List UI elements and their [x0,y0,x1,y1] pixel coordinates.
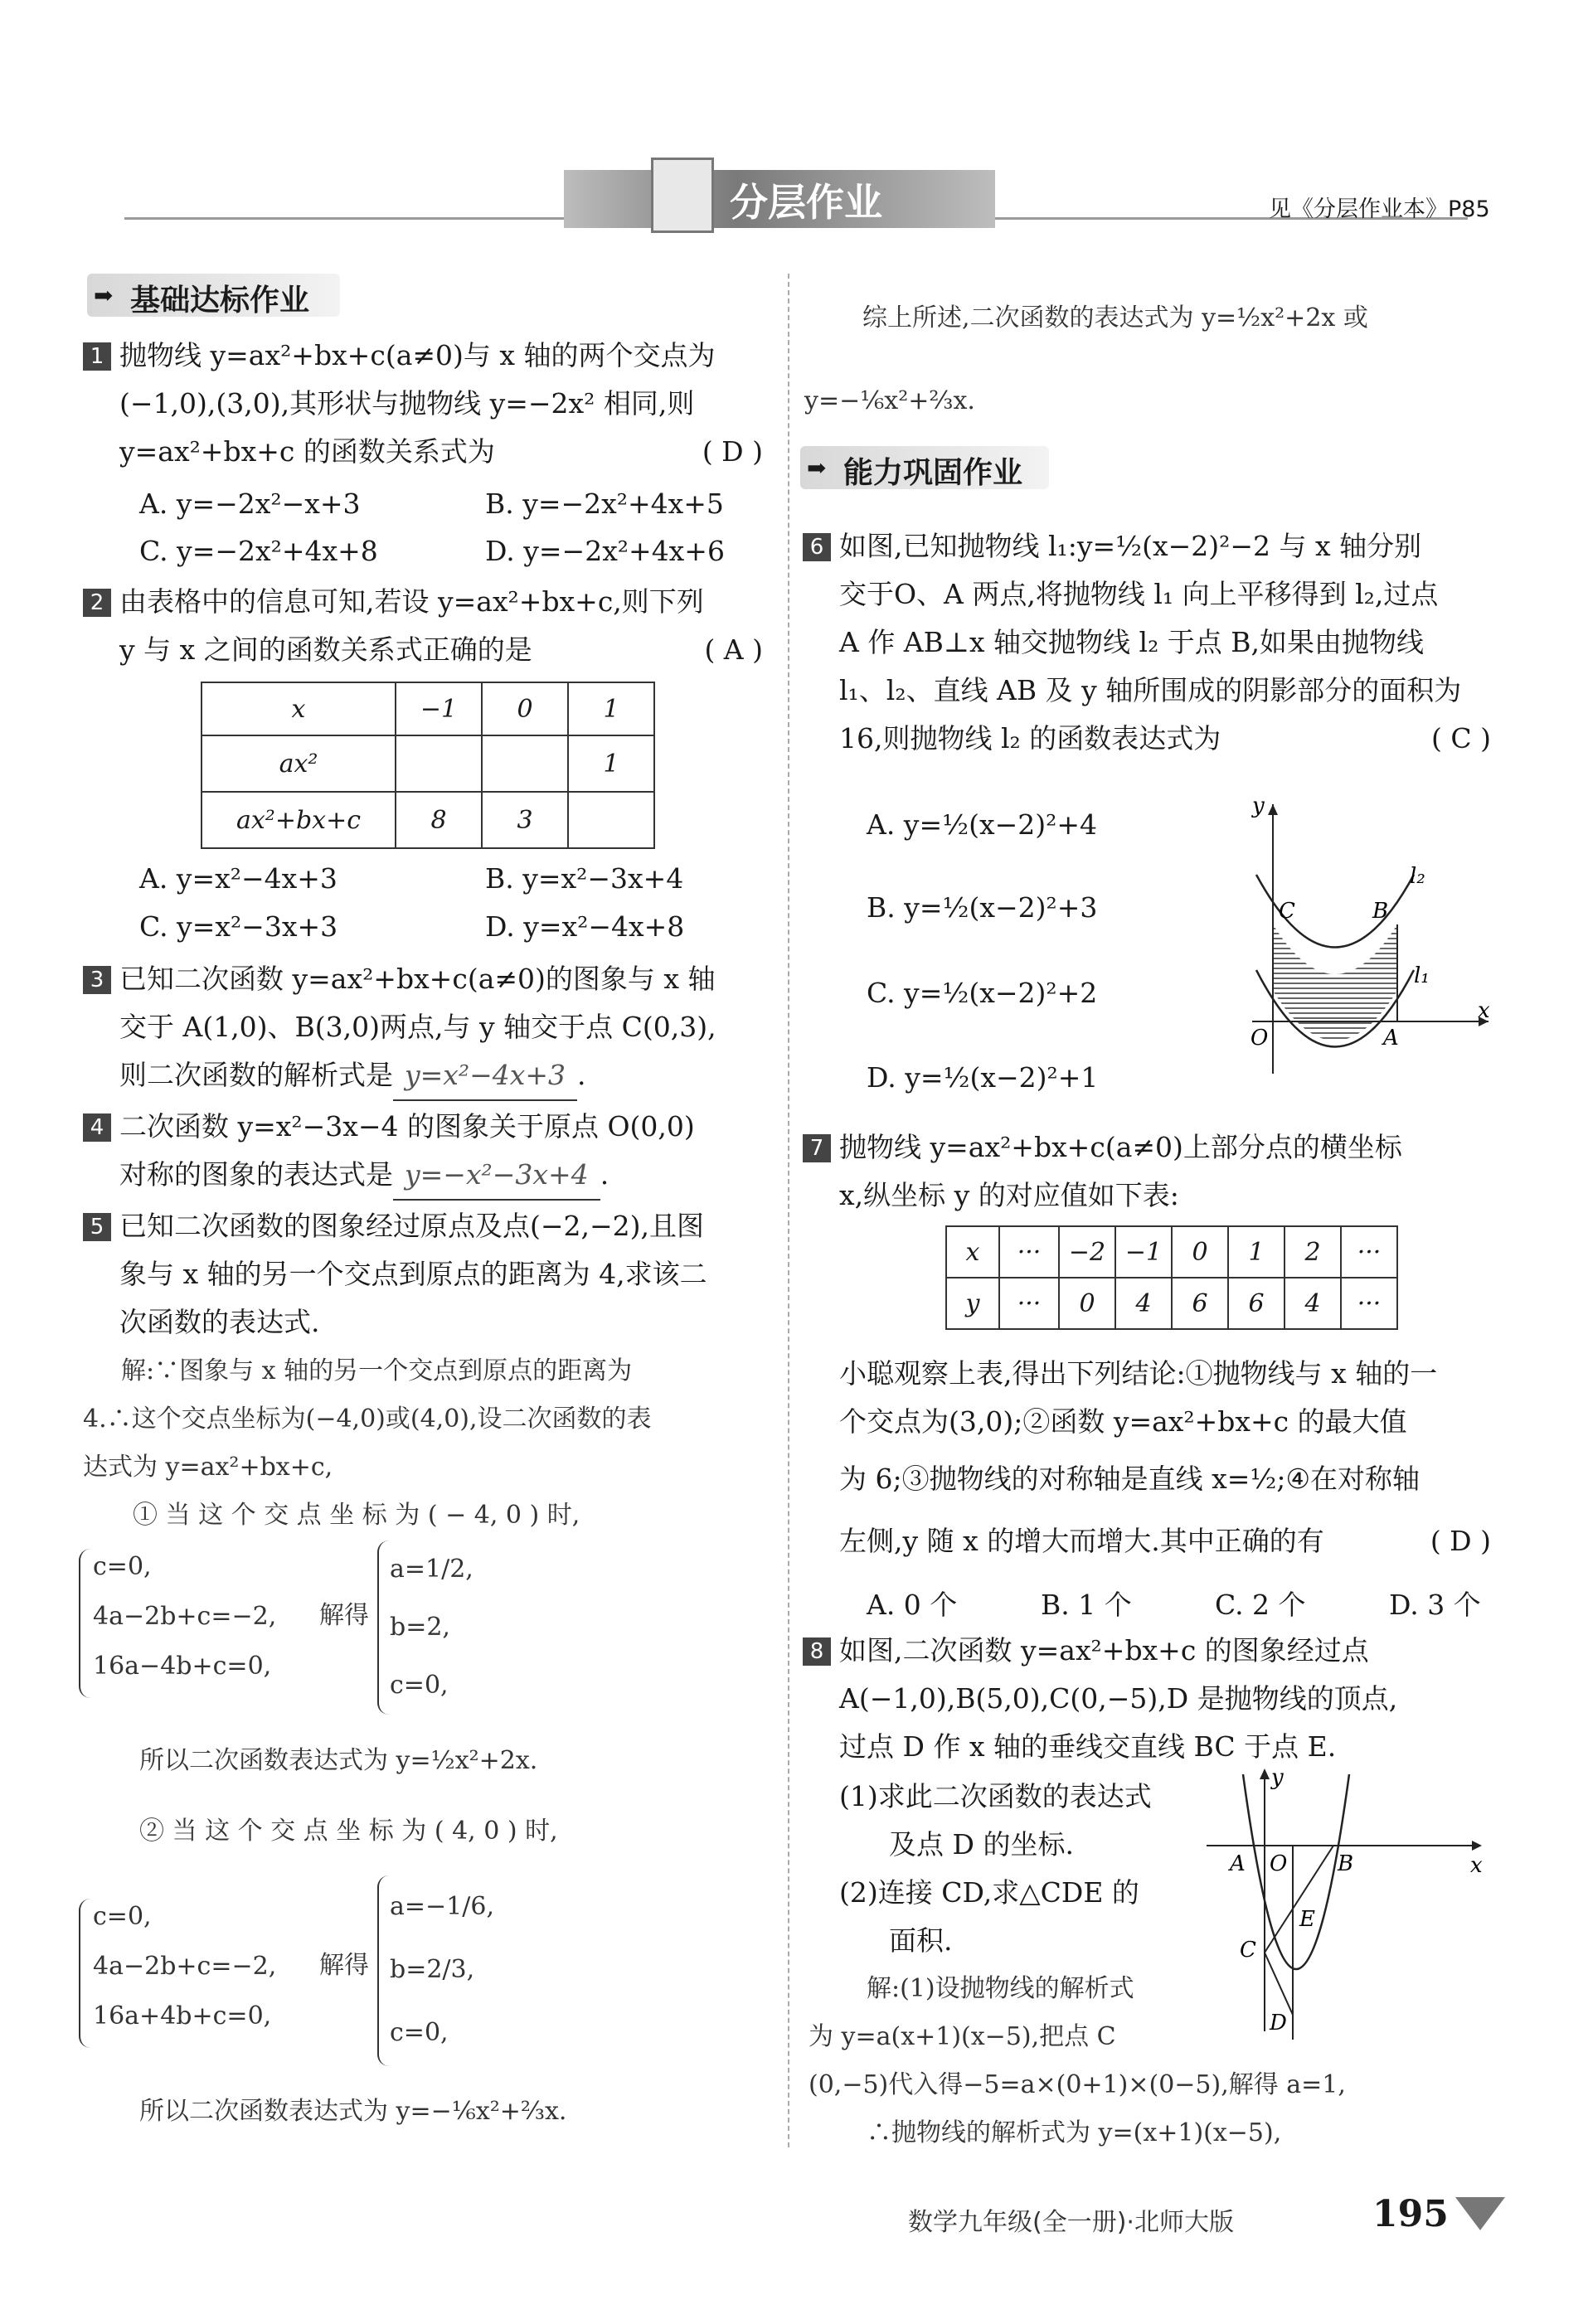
part-text: 及点 D 的坐标. [889,1828,1074,1861]
option-d: D. y=−2x²+4x+6 [485,535,725,567]
option-b: B. y=−2x²+4x+5 [485,488,724,520]
question-text: 小聪观察上表,得出下列结论:①抛物线与 x 轴的一 [839,1357,1438,1390]
option-d: D. y=½(x−2)²+1 [867,1061,1099,1094]
period: . [577,1059,586,1091]
equation: 16a+4b+c=0, [93,2001,272,2030]
case-2-text: ② 当 这 个 交 点 坐 标 为 ( 4, 0 ) 时, [139,1817,558,1846]
label-l1: l₁ [1414,963,1430,988]
page-number: 195 [1372,2193,1449,2235]
part-text: 面积. [889,1924,953,1957]
solution-values-2 [390,1875,494,2064]
question-8-parts [839,1773,1204,1965]
answer: ( C ) [1431,722,1491,754]
option-c: C. y=x²−3x+3 [139,910,338,943]
table-cell: 4 [1284,1278,1341,1329]
table-cell: 6 [1172,1278,1228,1329]
equation: a=−1/6, [390,1892,494,1921]
solution-text: 4.∴这个交点坐标为(−4,0)或(4,0),设二次函数的表 [83,1405,652,1434]
question-number: 4 [83,1113,111,1142]
label-y: y [1252,793,1265,818]
question-text: y=ax²+bx+c 的函数关系式为 [119,435,495,468]
brace-icon [377,1540,391,1715]
table-cell: 0 [1172,1226,1228,1278]
brace-icon [79,1899,92,2048]
question-text: 为 6;③抛物线的对称轴是直线 x=½;④在对称轴 [839,1463,1420,1495]
option-a: A. 0 个 [867,1589,958,1621]
question-3 [83,955,763,1101]
equation-system-1 [93,1542,276,1691]
table-cell: 1 [1228,1226,1284,1278]
part-text: (2)连接 CD,求△CDE 的 [839,1876,1139,1909]
solution-text: 解:∵图象与 x 轴的另一个交点到原点的距离为 [121,1356,633,1385]
solve-word: 解得 [319,1601,369,1630]
table-cell: ··· [1341,1278,1397,1329]
question-text: A 作 AB⊥x 轴交抛物线 l₂ 于点 B,如果由抛物线 [839,626,1425,658]
section-ability-heading [800,446,1049,489]
question-text: 对称的图象的表达式是 [119,1158,393,1191]
question-number: 1 [83,342,111,371]
table-cell: y [946,1278,999,1329]
label-c: C [1279,899,1295,924]
question-1 [83,332,763,476]
solution-values-1 [390,1540,473,1715]
part-text: (1)求此二次函数的表达式 [839,1780,1152,1812]
table-cell: ··· [1341,1226,1397,1278]
table-cell: −2 [1059,1226,1115,1278]
section-basic-title: 基础达标作业 [130,284,310,318]
question-text: 二次函数 y=x²−3x−4 的图象关于原点 O(0,0) [119,1110,695,1143]
label-e: E [1299,1907,1315,1932]
solution-text: (0,−5)代入得−5=a×(0+1)×(0−5),解得 a=1, [809,2070,1346,2099]
q6-figure [1236,792,1501,1090]
question-number: 8 [803,1637,831,1666]
header-banner-title: 分层作业 [730,180,882,225]
solution-text: 解:(1)设抛物线的解析式 [867,1974,1134,2003]
question-text: 已知二次函数 y=ax²+bx+c(a≠0)的图象与 x 轴 [119,963,716,995]
question-text: 个交点为(3,0);②函数 y=ax²+bx+c 的最大值 [839,1405,1407,1438]
table-cell: 1 [568,682,654,735]
question-text: 象与 x 轴的另一个交点到原点的距离为 4,求该二 [119,1258,707,1290]
table-cell: 6 [1228,1278,1284,1329]
option-d: D. y=x²−4x+8 [485,910,685,943]
label-x: x [1478,998,1490,1023]
label-l2: l₂ [1410,864,1425,889]
equation: b=2, [390,1613,450,1642]
solution-text: 为 y=a(x+1)(x−5),把点 C [809,2022,1116,2051]
table-row [202,735,654,792]
page-corner-icon [1455,2197,1505,2230]
question-number: 6 [803,533,831,561]
label-x: x [1470,1853,1483,1878]
question-number: 7 [803,1134,831,1162]
question-5 [83,1202,763,1346]
table-cell: ··· [999,1226,1059,1278]
option-c: C. y=−2x²+4x+8 [139,535,378,567]
label-b: B [1372,899,1389,924]
question-text: 过点 D 作 x 轴的垂线交直线 BC 于点 E. [839,1730,1337,1763]
parabola [1243,1774,1349,1969]
answer-blank: y=x²−4x+3 [393,1051,577,1101]
answer: ( A ) [704,633,763,666]
conclusion-2: 所以二次函数表达式为 y=−⅙x²+⅔x. [139,2097,567,2126]
answer-blank: y=−x²−3x+4 [393,1151,600,1201]
answer: ( D ) [1430,1525,1491,1557]
option-a: A. y=−2x²−x+3 [139,488,361,520]
table-cell: 0 [482,682,568,735]
question-text: 左侧,y 随 x 的增大而增大.其中正确的有 [839,1525,1324,1557]
question-7 [803,1123,1491,1220]
option-b: B. 1 个 [1041,1589,1132,1621]
line-cd [1265,1953,1293,2015]
question-text: 由表格中的信息可知,若设 y=ax²+bx+c,则下列 [119,585,704,618]
footer-book-title: 数学九年级(全一册)·北师大版 [908,2208,1234,2237]
q5-solution [83,1347,763,1540]
table-row [202,682,654,735]
table-cell: 2 [1284,1226,1341,1278]
question-4 [83,1103,763,1201]
question-text: 交于 A(1,0)、B(3,0)两点,与 y 轴交于点 C(0,3), [119,1011,716,1043]
question-text: 抛物线 y=ax²+bx+c(a≠0)上部分点的横坐标 [839,1131,1402,1163]
equation: c=0, [390,2018,449,2047]
y-axis-arrow [1268,804,1278,815]
question-text: 次函数的表达式. [119,1306,320,1338]
question-text: 抛物线 y=ax²+bx+c(a≠0)与 x 轴的两个交点为 [119,339,716,371]
section-ability-title: 能力巩固作业 [843,456,1023,490]
option-a: A. y=x²−4x+3 [139,862,338,895]
question-text: 则二次函数的解析式是 [119,1059,393,1091]
option-a: A. y=½(x−2)²+4 [867,808,1097,841]
question-8 [803,1627,1491,1771]
arrow-icon: ➡ [807,454,827,482]
table-row [946,1226,1397,1278]
question-number: 5 [83,1213,111,1241]
table-row [202,792,654,848]
question-text: 如图,二次函数 y=ax²+bx+c 的图象经过点 [839,1634,1369,1667]
question-6 [803,522,1491,763]
brace-icon [79,1549,92,1698]
equation: c=0, [93,1902,152,1931]
table-cell: x [202,682,396,735]
table-cell: 4 [1115,1278,1172,1329]
label-y: y [1271,1766,1284,1790]
question-text: 16,则抛物线 l₂ 的函数表达式为 [839,722,1221,754]
label-c: C [1240,1938,1256,1963]
summary-line: 综上所述,二次函数的表达式为 y=½x²+2x 或 [862,303,1368,332]
option-c: C. 2 个 [1215,1589,1306,1621]
question-text: 如图,已知抛物线 l₁:y=½(x−2)²−2 与 x 轴分别 [839,530,1422,562]
section-basic-heading [87,274,340,317]
equation: 4a−2b+c=−2, [93,1602,277,1631]
option-b: B. y=x²−3x+4 [485,862,684,895]
question-text: A(−1,0),B(5,0),C(0,−5),D 是抛物线的顶点, [839,1682,1398,1715]
question-text: 已知二次函数的图象经过原点及点(−2,−2),且图 [119,1210,705,1242]
arrow-icon: ➡ [94,282,114,309]
summary-line: y=−⅙x²+⅔x. [804,386,975,415]
equation: b=2/3, [390,1955,475,1984]
equation: 4a−2b+c=−2, [93,1952,277,1981]
table-cell [396,735,482,792]
equation: c=0, [390,1671,449,1700]
question-7-continued [803,1350,1491,1570]
table-cell: x [946,1226,999,1278]
table-cell: ··· [999,1278,1059,1329]
question-text: y 与 x 之间的函数关系式正确的是 [119,633,532,666]
label-o: O [1270,1851,1288,1876]
label-a: A [1383,1026,1399,1050]
period: . [600,1158,609,1191]
option-c: C. y=½(x−2)²+2 [867,977,1098,1009]
table-row [946,1278,1397,1329]
label-o: O [1250,1026,1269,1050]
header-banner-icon [651,158,714,233]
equation: a=1/2, [390,1555,473,1584]
question-text: 交于O、A 两点,将抛物线 l₁ 向上平移得到 l₂,过点 [839,578,1439,610]
header-ref-text: 见《分层作业本》P85 [1269,196,1490,222]
question-number: 2 [83,589,111,617]
table-cell: ax²+bx+c [202,792,396,848]
question-text: (−1,0),(3,0),其形状与抛物线 y=−2x² 相同,则 [119,387,695,420]
case-1-text: ① 当 这 个 交 点 坐 标 为 ( − 4, 0 ) 时, [133,1501,580,1530]
solve-word: 解得 [319,1951,369,1980]
solution-text: 达式为 y=ax²+bx+c, [83,1453,333,1482]
question-2 [83,578,763,674]
q8-figure [1207,1766,1493,2040]
column-divider [788,274,789,2147]
equation-system-2 [93,1892,276,2041]
conclusion-1: 所以二次函数表达式为 y=½x²+2x. [139,1746,538,1775]
q2-table [201,682,655,849]
question-text: x,纵坐标 y 的对应值如下表: [839,1179,1179,1211]
label-b: B [1338,1851,1354,1876]
table-cell: −1 [396,682,482,735]
equation: c=0, [93,1552,152,1581]
option-b: B. y=½(x−2)²+3 [867,891,1098,924]
table-cell: 3 [482,792,568,848]
question-number: 3 [83,966,111,994]
option-d: D. 3 个 [1389,1589,1481,1621]
label-a: A [1230,1851,1246,1876]
answer: ( D ) [702,435,763,468]
equation: 16a−4b+c=0, [93,1652,272,1681]
brace-icon [377,1875,391,2066]
table-cell [482,735,568,792]
q7-table [945,1225,1398,1330]
question-text: l₁、l₂、直线 AB 及 y 轴所围成的阴影部分的面积为 [839,674,1462,706]
solution-text: ∴抛物线的解析式为 y=(x+1)(x−5), [867,2118,1282,2147]
table-cell [568,792,654,848]
table-cell: ax² [202,735,396,792]
table-cell: −1 [1115,1226,1172,1278]
table-cell: 0 [1059,1278,1115,1329]
x-axis-arrow [1472,1841,1482,1851]
table-cell: 8 [396,792,482,848]
y-axis-arrow [1260,1768,1270,1779]
label-d: D [1270,2011,1287,2035]
table-cell: 1 [568,735,654,792]
